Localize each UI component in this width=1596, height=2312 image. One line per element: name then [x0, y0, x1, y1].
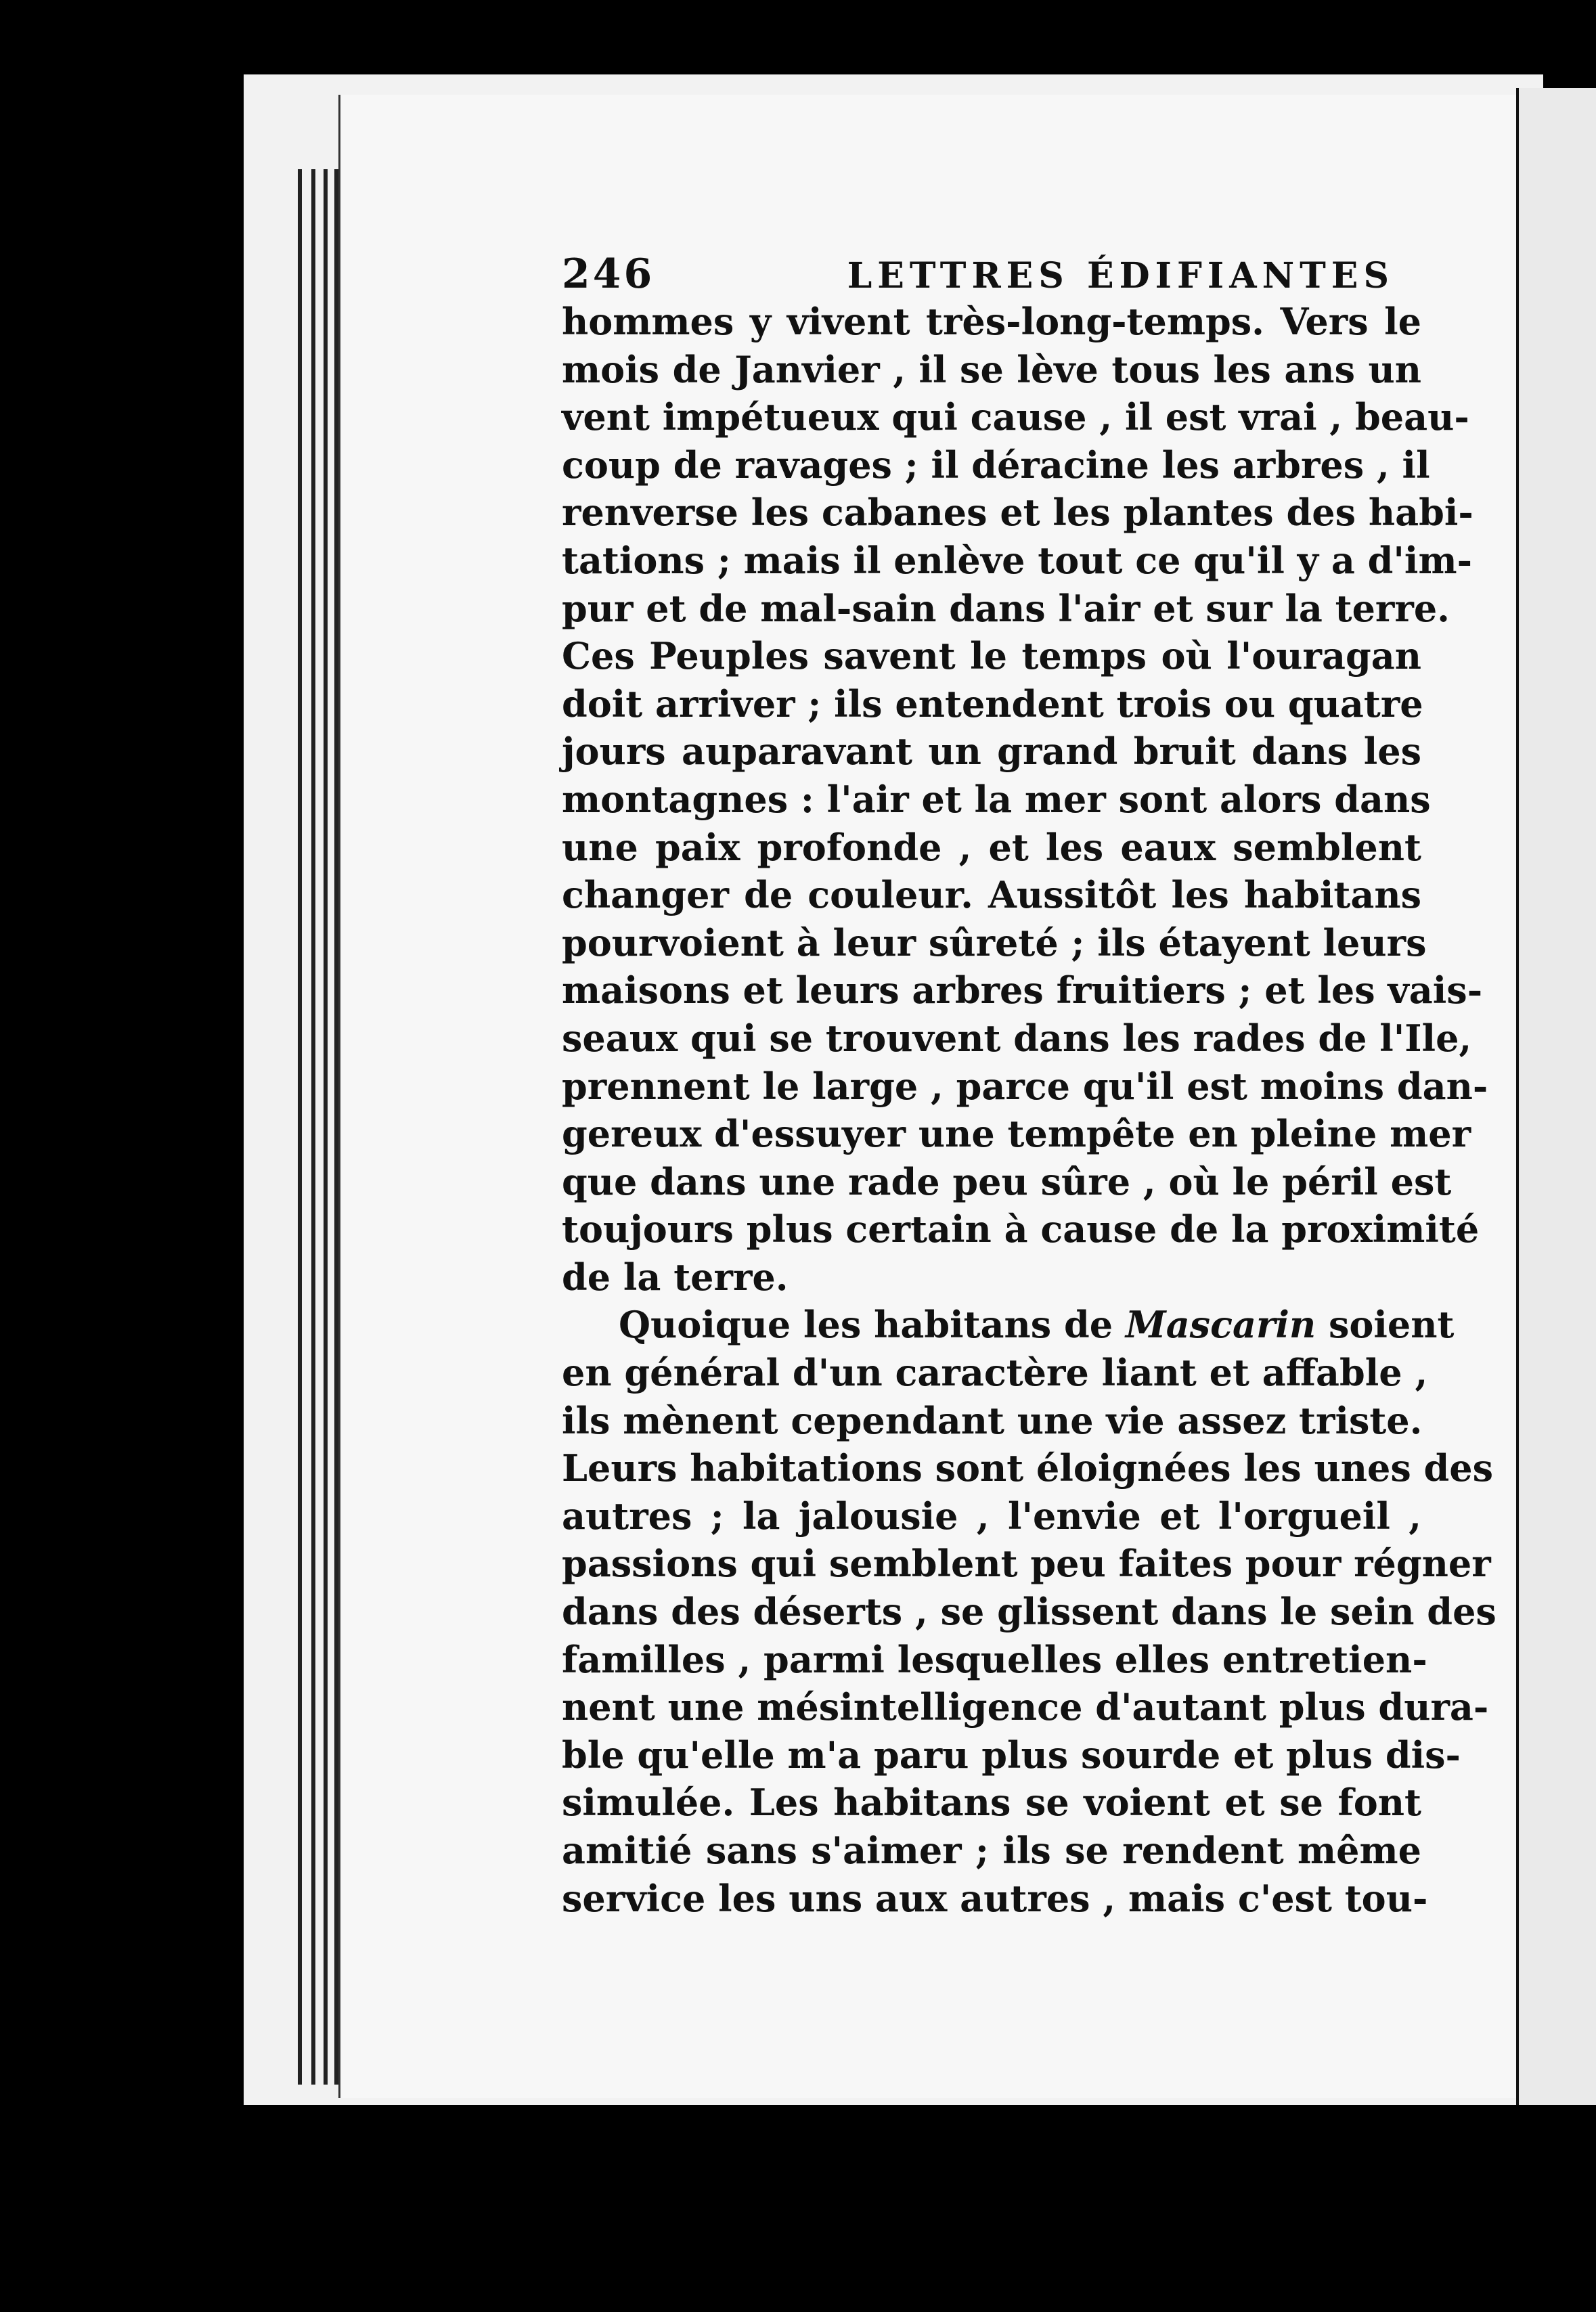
text-line: doit arriver ; ils entendent trois ou quatre — [562, 682, 1423, 726]
text-line: vent impétueux qui cause , il est vrai , beau- — [562, 395, 1469, 439]
facing-page-edge — [1516, 88, 1596, 2105]
page-edge — [324, 169, 328, 2085]
text-line: ils mènent cependant une vie assez triste. — [562, 1398, 1423, 1442]
text-line: gereux d'essuyer une tempête en pleine mer — [562, 1112, 1471, 1156]
text-run: Quoique les habitans de — [619, 1303, 1126, 1347]
text-line: pur et de mal-sain dans l'air et sur la terre. — [562, 586, 1450, 630]
text-line: pourvoient à leur sûreté ; ils étayent leurs — [562, 920, 1427, 964]
text-line: maisons et leurs arbres fruitiers ; et les vais- — [562, 969, 1483, 1013]
page-number: 246 — [562, 250, 655, 298]
text-line-first — [562, 1301, 1455, 1349]
text-line: passions qui semblent peu faites pour régner — [562, 1542, 1491, 1586]
page-text — [562, 250, 1497, 1922]
text-line: ble qu'elle m'a paru plus sourde et plus dis- — [562, 1733, 1461, 1777]
text-line: en général d'un caractère liant et affable , — [562, 1351, 1428, 1395]
text-line: renverse les cabanes et les plantes des habi- — [562, 491, 1473, 535]
page-edge — [311, 169, 315, 2085]
text-line: montagnes : l'air et la mer sont alors dans — [562, 777, 1431, 821]
text-line: Ces Peuples savent le temps où l'ouragan — [562, 634, 1421, 678]
text-line: mois de Janvier , il se lève tous les ans un — [562, 347, 1421, 391]
place-name-emphasis: Mascarin — [1125, 1303, 1316, 1347]
text-line: Leurs habitations sont éloignées les unes des — [562, 1446, 1494, 1490]
paragraph-2 — [562, 1301, 1497, 1922]
text-line: de la terre. — [562, 1255, 789, 1299]
text-line: tations ; mais il enlève tout ce qu'il y a d'im- — [562, 538, 1472, 582]
text-line: autres ; la jalousie , l'envie et l'orgueil , — [562, 1494, 1421, 1538]
paragraph-1 — [562, 298, 1488, 1301]
text-line: simulée. Les habitans se voient et se font — [562, 1781, 1421, 1825]
text-line: hommes y vivent très-long-temps. Vers le — [562, 300, 1421, 343]
text-line: que dans une rade peu sûre , où le péril est — [562, 1159, 1452, 1203]
text-line: changer de couleur. Aussitôt les habitans — [562, 873, 1421, 917]
text-line: coup de ravages ; il déracine les arbres , il — [562, 443, 1430, 487]
text-line: seaux qui se trouvent dans les rades de l'Ile, — [562, 1016, 1472, 1060]
page-edge — [298, 169, 302, 2085]
text-line: toujours plus certain à cause de la proximité — [562, 1207, 1480, 1251]
text-run: soient — [1316, 1303, 1455, 1347]
text-line: familles , parmi lesquelles elles entretien- — [562, 1637, 1427, 1681]
text-line: service les uns aux autres , mais c'est tou- — [562, 1876, 1428, 1920]
text-line: prennent le large , parce qu'il est moins dan- — [562, 1064, 1488, 1108]
running-title: LETTRES ÉDIFIANTES — [847, 255, 1394, 296]
page-header — [562, 250, 1421, 298]
text-line: dans des déserts , se glissent dans le sein des — [562, 1590, 1497, 1634]
text-line: une paix profonde , et les eaux semblent — [562, 825, 1421, 869]
text-line: jours auparavant un grand bruit dans les — [562, 730, 1421, 774]
text-line: nent une mésintelligence d'autant plus dura- — [562, 1685, 1489, 1729]
text-line: amitié sans s'aimer ; ils se rendent même — [562, 1829, 1421, 1872]
